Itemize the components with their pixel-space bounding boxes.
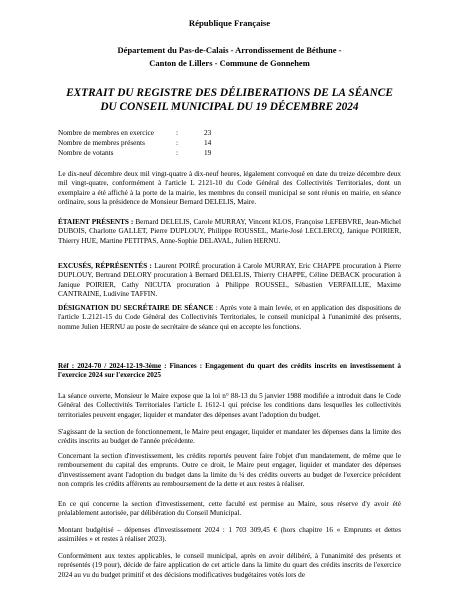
excused-label: EXCUSÉS, RÉPRÉSENTÉS :: [58, 262, 152, 270]
present-text: Bernard DELELIS, Carole MURRAY, Vincent KLOS, Françoise LEFEBVRE, Jean-Michel DUBOIS, Charlotte GALLET, Pierre DUPLOUY, Philippe ROUSSEL, Marie-José LECLERCQ, Janique POIRIER, Thierry HUE, Martine PETITPAS, Anne-Sophie DELAVAL, Julien HERNU.: [58, 218, 401, 245]
count-value: 19: [204, 148, 212, 157]
document-title: [58, 86, 401, 114]
body-paragraph: S'agissant de la section de fonctionnement, le Maire peut engager, liquider et mandater les dépenses dans la limite des crédits inscrits au budget de l'année précédente.: [58, 428, 401, 446]
body-paragraph: Concernant la section d'investissement, les crédits reportés peuvent faire l'objet d'un mandatement, de même que le remboursement du capital des emprunts. Outre ce droit, le Maire peut engager, liquider et mandater des dépenses d'investissement avant l'adoption du budget dans la limite du ¼ des crédits ouverts au budget de l'exercice précédent non compris les crédits afférents au remboursement de la dette et aux restes à réaliser.: [58, 452, 401, 488]
count-value: 23: [204, 128, 212, 137]
count-value: 14: [204, 138, 212, 147]
excused-paragraph: [58, 262, 401, 299]
reference-subject: : Finances : Engagement du quart des crédits inscrits en investissement à l'exercice 2024 sur l'exercice 2025: [58, 362, 402, 380]
present-paragraph: [58, 218, 401, 246]
count-label: Nombre de votants: [58, 148, 114, 157]
title-line-1: EXTRAIT DU REGISTRE DES DÉLIBERATIONS DE LA SÉANCE: [66, 87, 393, 99]
count-label: Nombre de membres en exercice: [58, 128, 155, 137]
body-paragraph: La séance ouverte, Monsieur le Maire expose que la loi n° 88-13 du 5 janvier 1988 modifiée a introduit dans le Code Général des Collectivités Territoriales l'article L 1612-1 qui précise les conditions dans lesquelles les collectivités territoriales peuvent engager, liquider et mandater des dépenses avant l'adoption du budget.: [58, 392, 401, 419]
member-counts: [58, 128, 401, 158]
body-paragraph: Montant budgétisé – dépenses d'investissement 2024 : 1 703 309,45 € (hors chapitre 16 « Emprunts et dettes assimilées » et restes à réaliser 2023).: [58, 526, 401, 544]
title-line-2: DU CONSEIL MUNICIPAL DU 19 DÉCEMBRE 2024: [100, 101, 359, 113]
department-line-1: Département du Pas-de-Calais - Arrondissement de Béthune -: [117, 45, 342, 55]
reference-heading: [58, 362, 401, 381]
count-separator: :: [176, 148, 179, 157]
count-separator: :: [176, 128, 179, 137]
department-heading: [58, 44, 401, 70]
body-paragraph: Conformément aux textes applicables, le conseil municipal, après en avoir délibéré, à l'unanimité des présents et représentés (19 pour), décide de faire application de cet article dans la limite du quart des crédits inscrits de l'exercice 2024 au vu du budget primitif et des décisions modificatives budgétaires votés lors de: [58, 552, 401, 579]
intro-paragraph: Le dix-neuf décembre deux mil vingt-quatre à dix-neuf heures, légalement convoqué en date du treize décembre deux mil vingt-quatre, conformément à l'article L 2121-10 du Code Général des Collectivités Territoriales, dont un exemplaire a été affiché à la porte de la mairie, les membres du conseil municipal se sont réunis en mairie, en séance ordinaire, sous la présidence de Monsieur Bernard DELELIS, Maire.: [58, 170, 401, 206]
count-label: Nombre de membres présents: [58, 138, 145, 147]
reference-label: Réf : 2024-70 / 2024-12-19-3ème: [58, 362, 162, 370]
secretary-label: DÉSIGNATION DU SECRÉTAIRE DE SÉANCE: [58, 304, 214, 312]
excused-text: Laurent POIRÉ procuration à Carole MURRAY, Eric CHAPPE procuration à Pierre DUPLOUY, Bertrand DELORY procuration à Bernard DELELIS, Thierry CHAPPE, Céline DEBACK procuration à Janique POIRIER, Cathy NICUTA procuration à Philippe ROUSSEL, Sébastien VERFAILLIE, Maxime CANTRAINE, Ludivine TAFFIN.: [58, 262, 401, 298]
department-line-2: Canton de Lillers - Commune de Gonnehem: [149, 58, 310, 68]
count-separator: :: [176, 138, 179, 147]
count-row-members: [58, 128, 401, 138]
body-paragraph: En ce qui concerne la section d'investissement, cette faculté est permise au Maire, sous réserve d'y avoir été préalablement autorisée, par délibération du Conseil Municipal.: [58, 500, 401, 518]
count-row-voters: [58, 148, 401, 158]
count-row-present: [58, 138, 401, 148]
present-label: ÉTAIENT PRÉSENTS :: [58, 218, 134, 226]
secretary-text: : Après vote à main levée, et en application des dispositions de l'article L.2121-15 du Code Général des Collectivités Territoriales, le conseil municipal à l'unanimité des présents, nomme Julien HERNU au poste de secrétaire de séance qui en accepte les fonctions.: [58, 304, 402, 331]
republic-heading: République Française: [188, 18, 271, 28]
secretary-paragraph: [58, 304, 401, 332]
